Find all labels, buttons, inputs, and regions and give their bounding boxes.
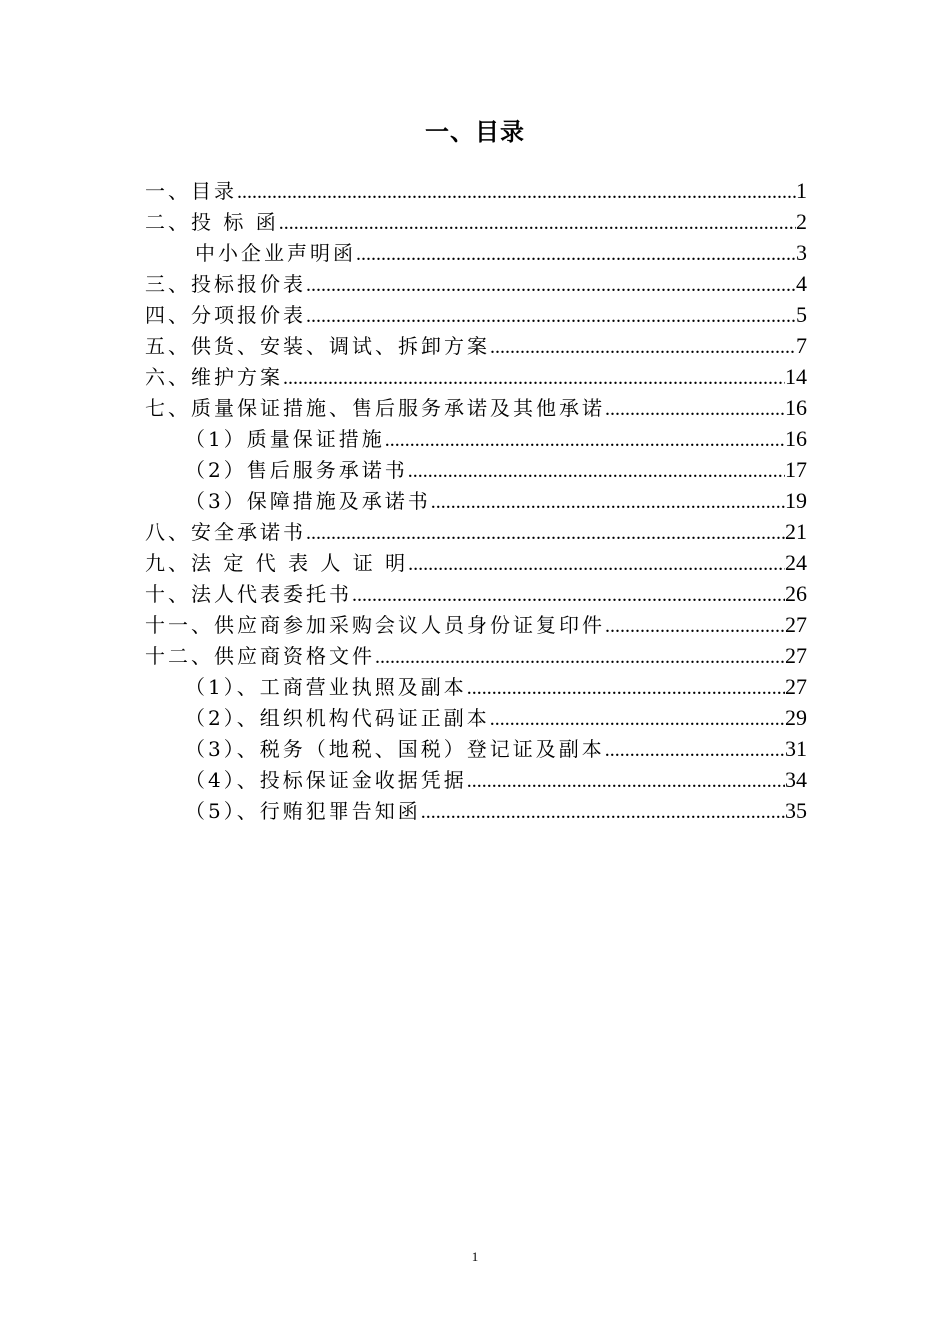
toc-entry-page: 16	[785, 395, 807, 420]
toc-leader-dots	[490, 704, 785, 735]
toc-entry[interactable]	[145, 175, 807, 206]
table-of-contents	[145, 175, 807, 826]
toc-entry[interactable]	[145, 237, 807, 268]
toc-entry[interactable]	[145, 795, 807, 826]
toc-entry[interactable]	[145, 702, 807, 733]
toc-entry-page: 21	[785, 519, 807, 544]
toc-entry-label: 五、供货、安装、调试、拆卸方案	[145, 334, 490, 358]
toc-entry[interactable]	[145, 299, 807, 330]
toc-leader-dots	[375, 642, 785, 673]
toc-entry-page: 27	[785, 612, 807, 637]
toc-leader-dots	[408, 549, 785, 580]
toc-leader-dots	[605, 611, 785, 642]
toc-leader-dots	[306, 301, 796, 332]
toc-entry-label: （5）、行贿犯罪告知函	[185, 799, 421, 823]
toc-entry-page: 29	[785, 705, 807, 730]
toc-entry-label: 七、质量保证措施、售后服务承诺及其他承诺	[145, 396, 605, 420]
page-title: 一、目录	[425, 117, 525, 146]
toc-entry[interactable]	[145, 764, 807, 795]
toc-entry[interactable]	[145, 733, 807, 764]
toc-entry-label: （2）售后服务承诺书	[185, 458, 408, 482]
toc-leader-dots	[306, 518, 785, 549]
toc-entry-label: 八、安全承诺书	[145, 520, 306, 544]
toc-entry-page: 4	[796, 271, 807, 296]
toc-entry-page: 2	[796, 209, 807, 234]
toc-entry-page: 31	[785, 736, 807, 761]
toc-entry-label: 三、投标报价表	[145, 272, 306, 296]
toc-entry[interactable]	[145, 609, 807, 640]
toc-leader-dots	[279, 208, 796, 239]
toc-entry[interactable]	[145, 392, 807, 423]
toc-entry[interactable]	[145, 640, 807, 671]
toc-entry-page: 3	[796, 240, 807, 265]
toc-entry[interactable]	[145, 547, 807, 578]
toc-leader-dots	[421, 797, 785, 828]
toc-entry-label: （2）、组织机构代码证正副本	[185, 706, 490, 730]
toc-entry-label: 中小企业声明函	[195, 241, 356, 265]
toc-entry-page: 19	[785, 488, 807, 513]
toc-entry-label: 九、法 定 代 表 人 证 明	[145, 551, 409, 575]
toc-entry[interactable]	[145, 454, 807, 485]
toc-leader-dots	[385, 425, 785, 456]
toc-leader-dots	[408, 456, 785, 487]
toc-entry-page: 26	[785, 581, 807, 606]
toc-entry-label: （4）、投标保证金收据凭据	[185, 768, 467, 792]
toc-leader-dots	[237, 177, 796, 208]
toc-entry-label: 四、分项报价表	[145, 303, 306, 327]
toc-entry-label: 六、维护方案	[145, 365, 283, 389]
toc-leader-dots	[431, 487, 785, 518]
toc-entry-label: （1）、工商营业执照及副本	[185, 675, 467, 699]
toc-entry-page: 5	[796, 302, 807, 327]
toc-entry-label: （3）保障措施及承诺书	[185, 489, 431, 513]
toc-leader-dots	[605, 735, 785, 766]
toc-entry-label: （3）、税务（地税、国税）登记证及副本	[185, 737, 605, 761]
toc-entry-page: 27	[785, 643, 807, 668]
toc-entry[interactable]	[145, 578, 807, 609]
toc-entry[interactable]	[145, 516, 807, 547]
page-number: 1	[471, 1249, 479, 1264]
toc-entry-label: 十、法人代表委托书	[145, 582, 352, 606]
toc-entry-label: 二、投 标 函	[145, 210, 279, 234]
toc-entry[interactable]	[145, 485, 807, 516]
toc-leader-dots	[467, 766, 785, 797]
toc-entry-page: 1	[796, 178, 807, 203]
toc-entry[interactable]	[145, 330, 807, 361]
toc-entry[interactable]	[145, 423, 807, 454]
toc-leader-dots	[490, 332, 796, 363]
toc-entry[interactable]	[145, 206, 807, 237]
toc-entry-label: 十一、供应商参加采购会议人员身份证复印件	[145, 613, 605, 637]
toc-entry-page: 27	[785, 674, 807, 699]
toc-leader-dots	[605, 394, 785, 425]
toc-leader-dots	[467, 673, 785, 704]
toc-entry-page: 35	[785, 798, 807, 823]
toc-leader-dots	[306, 270, 796, 301]
toc-entry-page: 24	[785, 550, 807, 575]
toc-entry-label: （1）质量保证措施	[185, 427, 385, 451]
toc-entry-page: 34	[785, 767, 807, 792]
toc-entry[interactable]	[145, 361, 807, 392]
toc-leader-dots	[283, 363, 785, 394]
toc-entry-page: 16	[785, 426, 807, 451]
toc-leader-dots	[352, 580, 785, 611]
toc-entry-page: 7	[796, 333, 807, 358]
toc-entry-label: 一、目录	[145, 179, 237, 203]
toc-entry[interactable]	[145, 671, 807, 702]
toc-entry-page: 17	[785, 457, 807, 482]
toc-leader-dots	[356, 239, 796, 270]
toc-entry[interactable]	[145, 268, 807, 299]
toc-entry-label: 十二、供应商资格文件	[145, 644, 375, 668]
toc-entry-page: 14	[785, 364, 807, 389]
